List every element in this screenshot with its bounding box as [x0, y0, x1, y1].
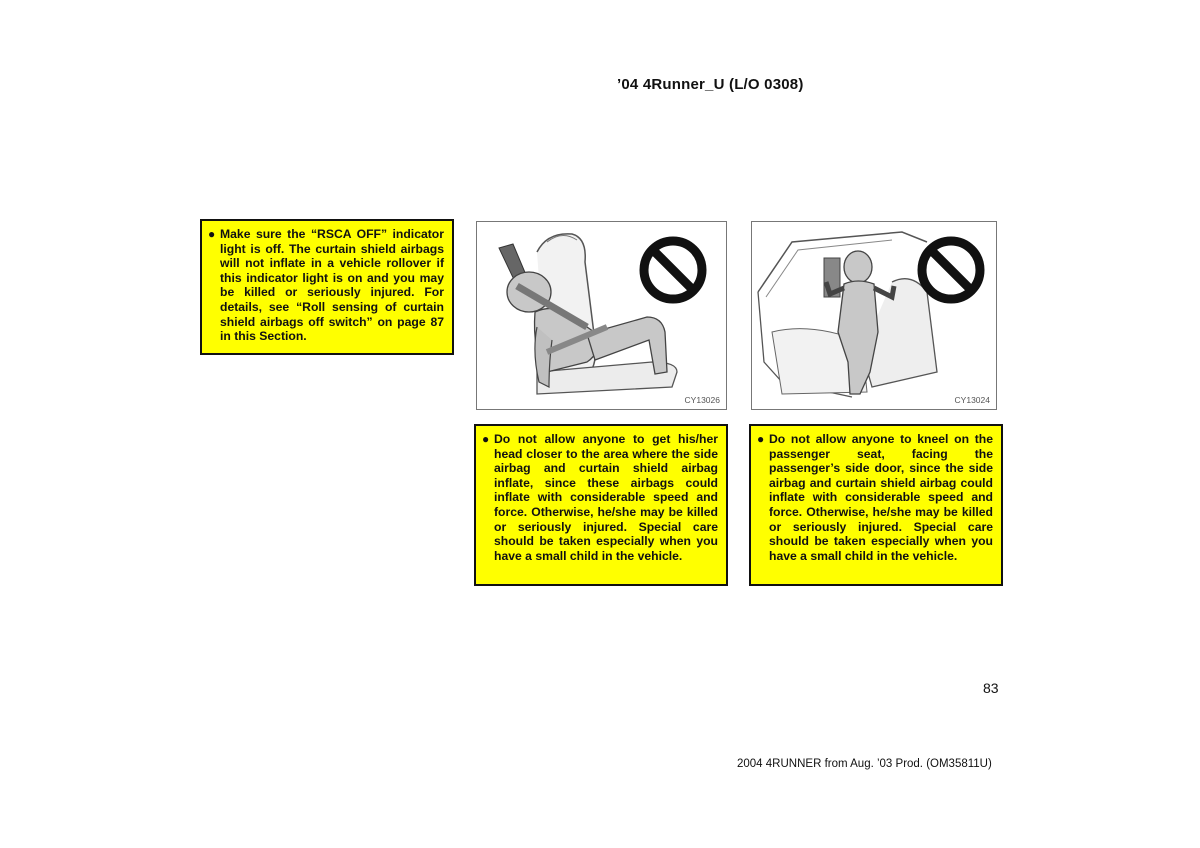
- illustration-kneeling-occupant: [751, 221, 997, 410]
- warning-text-kneel: Do not allow anyone to kneel on the passenger seat, facing the passenger’s side door, since the side airbag and curtain shield airbag could inflate with considerable speed and force. Otherwise, he/she may be killed or seriously injured. Special care should be taken especially when you have a small child in the vehicle.: [769, 432, 993, 563]
- warning-item: [482, 432, 718, 563]
- warning-item: [757, 432, 993, 563]
- prohibition-icon: [644, 241, 702, 299]
- bullet-icon: ●: [208, 227, 216, 241]
- warning-box-rsca: [200, 219, 454, 355]
- illustration-code: CY13024: [954, 395, 990, 405]
- illustration-code: CY13026: [684, 395, 720, 405]
- footer-text: 2004 4RUNNER from Aug. ’03 Prod. (OM35811U): [737, 758, 992, 770]
- page-number: 83: [983, 680, 999, 696]
- prohibition-icon: [922, 241, 980, 299]
- warning-item: [208, 227, 444, 344]
- warning-box-kneel: [749, 424, 1003, 586]
- kneeling-occupant-drawing: [752, 222, 996, 409]
- bullet-icon: ●: [482, 432, 490, 446]
- warning-text-rsca: Make sure the “RSCA OFF” indicator light is off. The curtain shield airbags will not inflate in a vehicle rollover if this indicator light is on and you may be killed or seriously injured. For details, see “Roll sensing of curtain shield airbags off switch” on page 87 in this Section.: [220, 227, 444, 344]
- page-header-title: ’04 4Runner_U (L/O 0308): [617, 76, 804, 93]
- illustration-leaning-occupant: [476, 221, 727, 410]
- leaning-occupant-drawing: [477, 222, 726, 409]
- warning-box-head: [474, 424, 728, 586]
- bullet-icon: ●: [757, 432, 765, 446]
- warning-text-head: Do not allow anyone to get his/her head closer to the area where the side airbag and curtain shield airbag inflate, since these airbags could inflate with considerable speed and force. Otherwise, he/she may be killed or seriously injured. Special care should be taken especially when you have a small child in the vehicle.: [494, 432, 718, 563]
